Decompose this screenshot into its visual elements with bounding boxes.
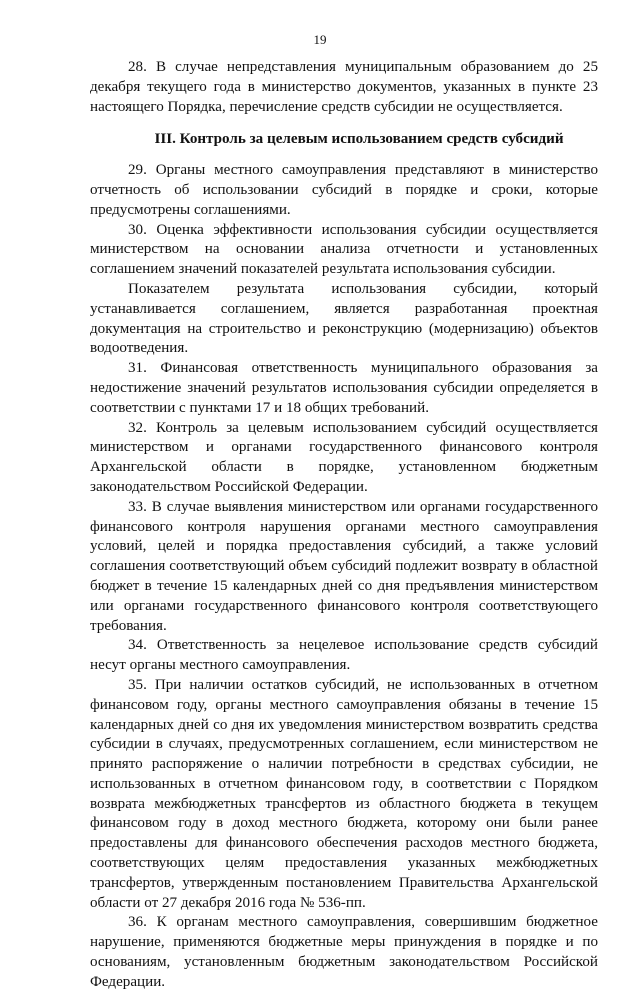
document-body [90, 58, 598, 993]
paragraph-32: 32. Контроль за целевым использованием субсидий осуществляется министерством и органами государственного финансового контроля Архангельской области в порядке, установленном бюджетным законодательством Российской Федерации. [90, 419, 598, 495]
paragraph-30: 30. Оценка эффективности использования субсидии осуществляется министерством на основании анализа отчетности и установленных соглашением значений показателей результата использования субсидии. [90, 221, 598, 278]
paragraph-31: 31. Финансовая ответственность муниципального образования за недостижение значений результатов использования субсидии определяется в соответствии с пунктами 17 и 18 общих требований. [90, 360, 598, 416]
paragraph-28: 28. В случае непредставления муниципальным образованием до 25 декабря текущего года в министерство документов, указанных в пункте 23 настоящего Порядка, перечисление средств субсидии не осуществляется. [90, 59, 598, 115]
paragraph-34: 34. Ответственность за нецелевое использование средств субсидий несут органы местного самоуправления. [90, 637, 598, 674]
paragraph-33: 33. В случае выявления министерством или органами государственного финансового контроля нарушения органами местного самоуправления условий, целей и порядка предоставления субсидий, а также условий соглашения соответствующий объем субсидий подлежит возврату в областной бюджет в течение 15 календарных дней со дня предъявления министерством или органами государственного финансового контроля соответствующего требования. [90, 498, 598, 634]
paragraph-30-indicator: Показателем результата использования субсидии, который устанавливается соглашением, является разработанная проектная документация на строительство и реконструкцию (модернизацию) объектов водоотведения. [90, 280, 598, 357]
page-number: 19 [313, 32, 327, 47]
paragraph-36: 36. К органам местного самоуправления, совершившим бюджетное нарушение, применяются бюджетные меры принуждения в порядке и по основаниям, установленным бюджетным законодательством Российской Федерации. [90, 914, 598, 990]
paragraph-29: 29. Органы местного самоуправления представляют в министерство отчетность об использовании субсидий в порядке и сроки, которые предусмотрены соглашениями. [90, 162, 598, 218]
paragraph-35: 35. При наличии остатков субсидий, не использованных в отчетном финансовом году, органы местного самоуправления обязаны в течение 15 календарных дней со дня их уведомления министерством возвратить средства субсидии в случаях, предусмотренных соглашением, если министерством не принято распоряжение о наличии потребности в средствах субсидии, не использованных в отчетном финансовом году, в соответствии с Порядком возврата межбюджетных трансфертов из областного бюджета в текущем финансовом году в доход местного бюджета, которому они были ранее предоставлены для финансового обеспечения расходов местного бюджета, соответствующих целям предоставления указанных межбюджетных трансфертов, утвержденным постановлением Правительства Архангельской области от 27 декабря 2016 года № 536-пп. [90, 676, 598, 911]
section-heading: III. Контроль за целевым использованием средств субсидий [154, 131, 564, 148]
